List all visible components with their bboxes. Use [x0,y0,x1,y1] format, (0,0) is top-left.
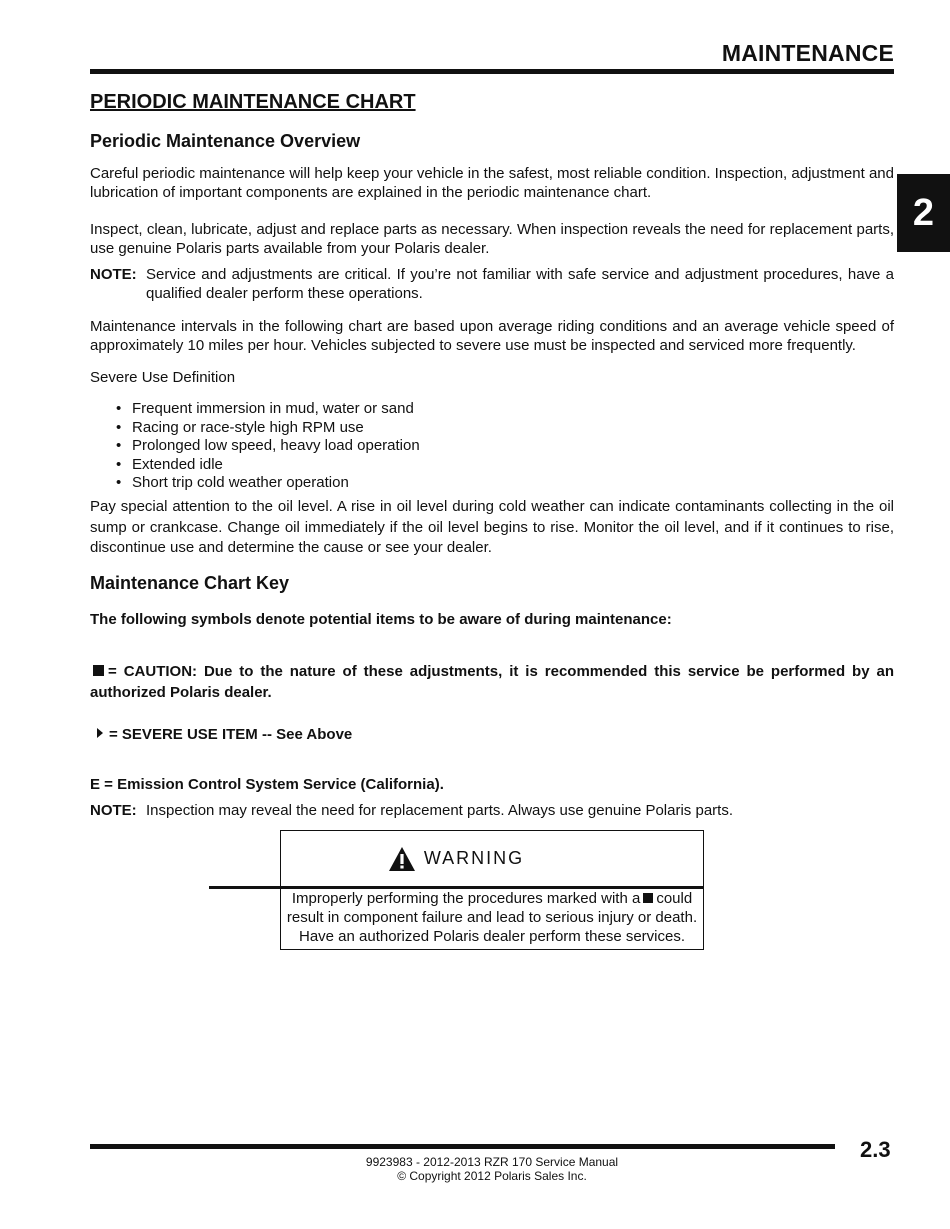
warning-line-2: result in component failure and lead to serious injury or death. [286,909,698,926]
warning-body [281,889,703,946]
warning-header [209,831,703,889]
severe-use-label: Severe Use Definition [90,369,236,386]
footer-text [90,1155,894,1183]
list-item: • Frequent immersion in mud, water or sand [116,400,414,417]
footer-manual-title: 9923983 - 2012-2013 RZR 170 Service Manual [365,1155,619,1169]
overview-note [90,265,894,303]
severe-use-list [116,400,420,493]
caution-key-text: = CAUTION: Due to the nature of these adjustments, it is recommended this service be performed by an authorized Polaris dealer. [90,663,894,701]
overview-paragraph-4: Pay special attention to the oil level. A rise in oil level during cold weather can indicate contaminants collecting in the oil sump or crankcase. Change oil immediately if the oil level begins to rise. Monitor the oil level, and if it continues to rise, discontinue use and determine the cause or see your dealer. [90,498,894,556]
caution-square-icon [643,893,653,903]
warning-triangle-icon [388,846,416,872]
chart-key-note [90,801,894,820]
list-item: • Extended idle [116,455,223,473]
footer-copyright: © Copyright 2012 Polaris Sales Inc. [397,1169,587,1183]
severe-use-key-text: = SEVERE USE ITEM -- See Above [109,726,353,743]
severe-use-triangle-icon [97,728,103,738]
warning-line-1: Improperly performing the procedures marked with a could [291,890,693,907]
header-rule [90,69,894,74]
chart-key-intro: The following symbols denote potential items to be aware of during maintenance: [90,611,672,628]
severe-use-key [90,724,894,745]
caution-key [90,661,894,703]
footer-rule [90,1144,835,1149]
note-text: Service and adjustments are critical. If you’re not familiar with safe service and adjustment procedures, have a qualified dealer perform these operations. [146,266,894,302]
list-item: • Prolonged low speed, heavy load operation [116,437,420,454]
note-label: NOTE: [90,266,137,283]
page-number: 2.3 [860,1137,891,1162]
warning-label: WARNING [423,848,525,868]
chart-key-heading: Maintenance Chart Key [90,573,290,593]
list-item: • Racing or race-style high RPM use [116,418,364,436]
overview-paragraph-2: Inspect, clean, lubricate, adjust and replace parts as necessary. When inspection reveals the need for replacement parts, use genuine Polaris parts available from your Polaris dealer. [90,221,894,257]
overview-paragraph-1: Careful periodic maintenance will help keep your vehicle in the safest, most reliable condition. Inspection, adjustment and lubrication of important components are explained in the periodic maintenance chart. [90,165,894,201]
chapter-tab: 2 [897,174,950,252]
note-label: NOTE: [90,802,137,819]
caution-square-icon [93,665,104,676]
warning-line-3: Have an authorized Polaris dealer perform these services. [298,928,686,945]
overview-paragraph-3: Maintenance intervals in the following chart are based upon average riding conditions and an average vehicle speed of approximately 10 miles per hour. Vehicles subjected to severe use must be inspected and serviced more frequently. [90,318,894,354]
note-text: Inspection may reveal the need for replacement parts. Always use genuine Polaris parts. [146,802,733,819]
list-item: • Short trip cold weather operation [116,474,349,491]
emission-key: E = Emission Control System Service (California). [90,776,444,793]
section-title: PERIODIC MAINTENANCE CHART [90,91,416,113]
warning-box [280,830,704,950]
overview-heading: Periodic Maintenance Overview [90,131,361,151]
header-title: MAINTENANCE [721,40,894,66]
